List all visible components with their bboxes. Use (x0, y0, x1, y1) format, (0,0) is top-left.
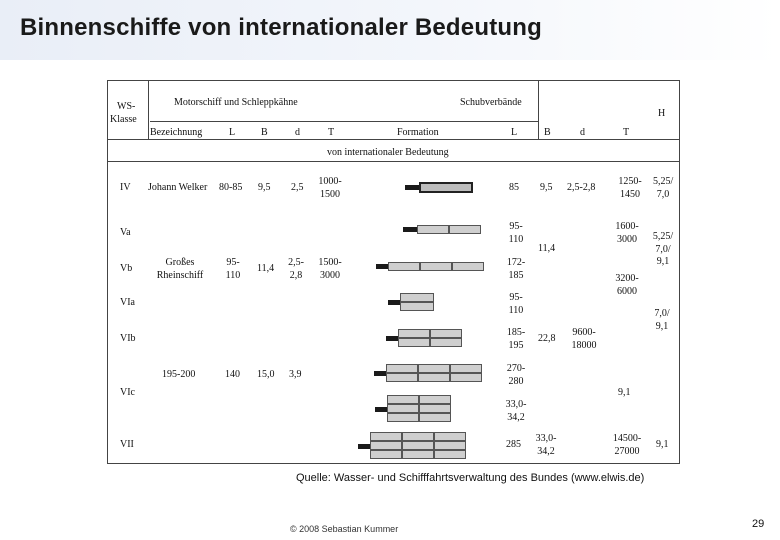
formation-vii-icon (358, 432, 488, 462)
t-header: T (328, 127, 335, 138)
page-number: 29 (752, 518, 765, 530)
class-vib: VIb (120, 333, 136, 344)
ws-klasse-label-1: WS- (117, 101, 136, 112)
iv-h: 5,25/ 7,0 (653, 176, 674, 200)
formation-via-icon (388, 293, 448, 313)
vic-motor-t: 3,9 (289, 369, 302, 380)
schubverbaende-header: Schubverbände (460, 97, 522, 108)
va-vb-h: 5,25/ 7,0/ 9,1 (652, 231, 674, 267)
formation-vb-icon (376, 261, 486, 273)
vb-d: 2,5-2,8 (288, 257, 304, 281)
vib-h: 7,0/ 9,1 (654, 308, 670, 332)
vib-schub-t: 9600-18000 (571, 327, 597, 351)
schub-t-header: T (623, 127, 630, 138)
vib-schub-b: 22,8 (538, 333, 556, 344)
class-iv: IV (120, 182, 131, 193)
class-vb: Vb (120, 263, 133, 274)
vic-schub-l1: 270-280 (506, 363, 526, 387)
class-va: Va (120, 227, 131, 238)
formation-vib-icon (386, 329, 496, 349)
copyright: © 2008 Sebastian Kummer (290, 524, 399, 534)
iv-bezeichnung: Johann Welker (148, 182, 208, 193)
class-vii: VII (120, 439, 134, 450)
vic-motor-b: 140 (225, 369, 240, 380)
formation-header: Formation (397, 127, 439, 138)
vb-l: 95-110 (225, 257, 241, 281)
iv-d: 2,5 (291, 182, 304, 193)
via-schub-l: 95-110 (508, 292, 524, 316)
schub-b-header: B (544, 127, 551, 138)
iv-b: 9,5 (258, 182, 271, 193)
vic-motor-l: 195-200 (162, 369, 196, 380)
b-header: B (261, 127, 268, 138)
formation-va-icon (403, 224, 483, 236)
vii-schub-t: 14500-27000 (612, 433, 642, 457)
vib-schub-l: 185-195 (506, 327, 526, 351)
vic-h: 9,1 (618, 387, 631, 398)
vb-b: 11,4 (257, 263, 275, 274)
bezeichnung-header: Bezeichnung (150, 127, 203, 138)
vb-t: 1500-3000 (318, 257, 342, 281)
schub-d-header: d (580, 127, 585, 138)
formation-iv-icon (405, 182, 475, 194)
formation-vic-2-icon (375, 395, 455, 425)
page-title: Binnenschiffe von internationaler Bedeutung (20, 14, 542, 41)
motorschiff-header: Motorschiff und Schleppkähne (174, 97, 298, 108)
formation-vic-1-icon (374, 364, 494, 384)
schub-l-header: L (511, 127, 518, 138)
iv-schub-d: 2,5-2,8 (567, 182, 596, 193)
via-schub-t: 3200-6000 (615, 273, 639, 297)
class-via: VIa (120, 297, 135, 308)
vii-schub-l: 285 (506, 439, 521, 450)
ws-klasse-label-2: Klasse (110, 114, 137, 125)
vic-motor-d: 15,0 (257, 369, 275, 380)
iv-l: 80-85 (219, 182, 243, 193)
iv-schub-t: 1250-1450 (618, 176, 642, 200)
ship-classification-table (107, 80, 680, 464)
source-note: Quelle: Wasser- und Schifffahrtsverwaltung des Bundes (www.elwis.de) (296, 472, 645, 484)
vb-schub-l: 172-185 (506, 257, 526, 281)
l-header: L (229, 127, 236, 138)
iv-schub-l: 85 (509, 182, 519, 193)
vii-schub-b: 33,0-34,2 (535, 433, 557, 457)
subheader: von internationaler Bedeutung (327, 147, 449, 158)
vii-h: 9,1 (656, 439, 669, 450)
class-vic: VIc (120, 387, 135, 398)
iv-schub-b: 9,5 (540, 182, 553, 193)
iv-t: 1000-1500 (318, 176, 342, 200)
vb-bezeichnung: Großes Rheinschiff (156, 257, 204, 281)
d-header: d (295, 127, 300, 138)
h-header: H (658, 108, 666, 119)
va-vb-schub-b: 11,4 (538, 243, 556, 254)
vic-schub-l2: 33,0-34,2 (505, 399, 527, 423)
va-schub-t: 1600-3000 (615, 221, 639, 245)
va-schub-l: 95-110 (508, 221, 524, 245)
